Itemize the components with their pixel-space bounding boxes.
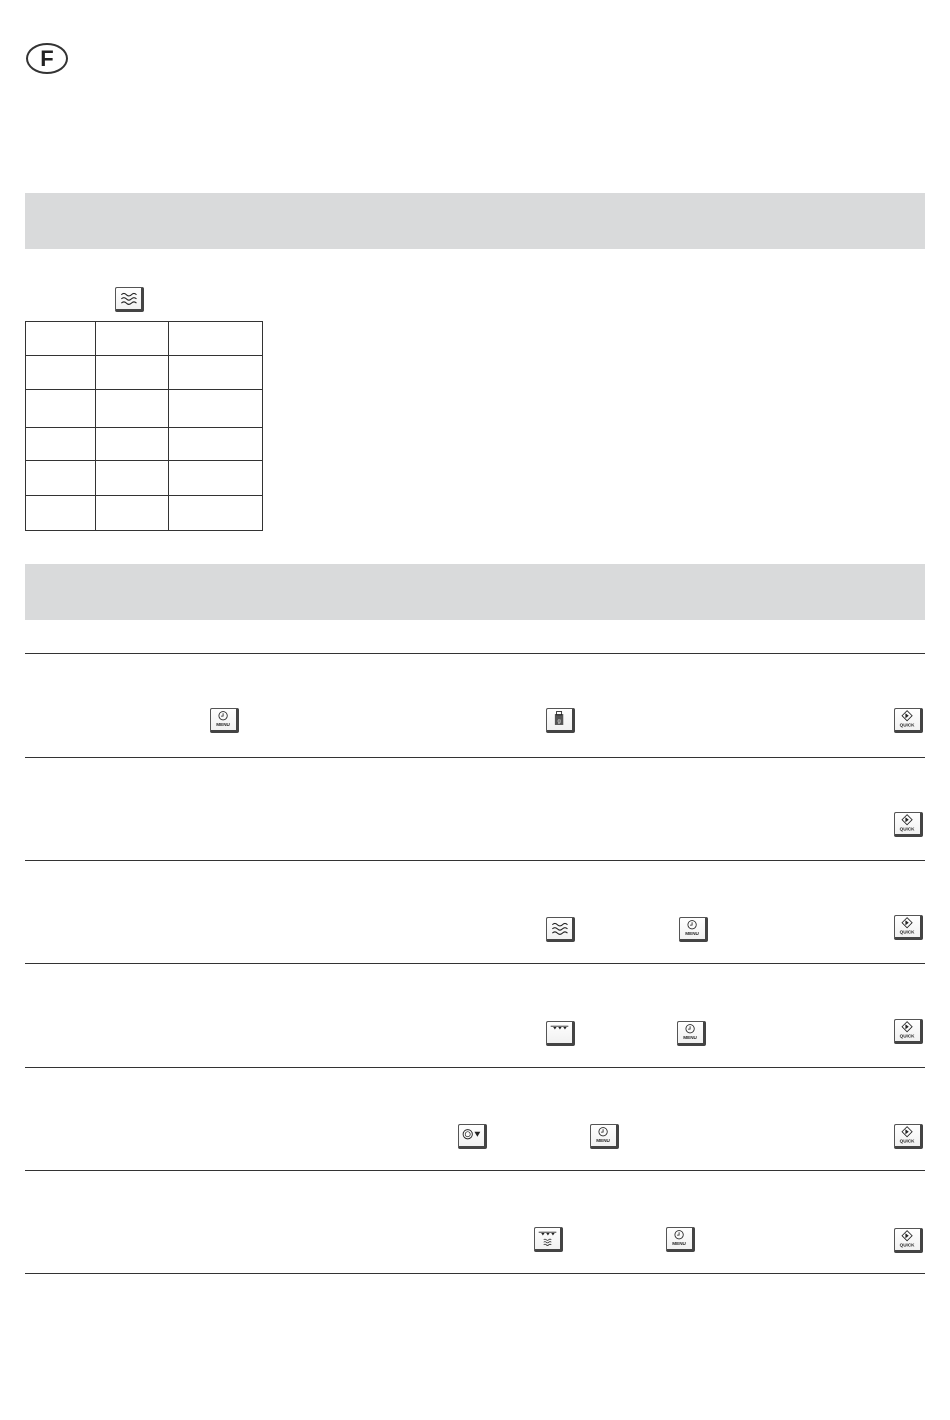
table-row xyxy=(26,356,263,390)
quick-start-icon xyxy=(894,812,923,837)
quick-start-icon xyxy=(894,708,923,733)
grill-microwave-icon xyxy=(534,1227,563,1252)
svg-text:QUICK: QUICK xyxy=(899,722,915,728)
svg-text:QUICK: QUICK xyxy=(899,1242,915,1248)
table-row xyxy=(26,428,263,461)
table-cell xyxy=(96,322,169,356)
table-cell xyxy=(26,461,96,496)
svg-text:QUICK: QUICK xyxy=(899,929,915,935)
menu-clock-icon xyxy=(210,708,239,733)
section-header-band xyxy=(25,564,925,620)
table-cell xyxy=(169,390,263,428)
table-cell xyxy=(26,322,96,356)
quick-start-icon xyxy=(894,1019,923,1044)
table-row xyxy=(26,390,263,428)
microwave-icon xyxy=(546,917,575,942)
table-cell xyxy=(96,461,169,496)
power-table xyxy=(25,321,263,531)
svg-text:QUICK: QUICK xyxy=(899,1033,915,1039)
svg-text:g: g xyxy=(557,718,561,725)
table-row xyxy=(26,322,263,356)
table-cell xyxy=(26,390,96,428)
divider xyxy=(25,1170,925,1171)
table-row xyxy=(26,461,263,496)
svg-text:MENU: MENU xyxy=(216,721,230,727)
divider xyxy=(25,963,925,964)
divider xyxy=(25,1067,925,1068)
table-cell xyxy=(96,428,169,461)
table-row xyxy=(26,496,263,531)
menu-clock-icon xyxy=(666,1227,695,1252)
svg-text:MENU: MENU xyxy=(685,930,699,936)
menu-clock-icon xyxy=(677,1021,706,1046)
svg-text:QUICK: QUICK xyxy=(899,826,915,832)
quick-start-icon xyxy=(894,1228,923,1253)
svg-text:MENU: MENU xyxy=(683,1034,697,1040)
divider xyxy=(25,860,925,861)
divider xyxy=(25,757,925,758)
crisp-dropdown-icon xyxy=(458,1124,487,1149)
table-cell xyxy=(26,496,96,531)
table-cell xyxy=(169,356,263,390)
language-badge: F xyxy=(26,43,68,74)
table-cell xyxy=(96,496,169,531)
table-cell xyxy=(26,428,96,461)
svg-text:MENU: MENU xyxy=(672,1240,686,1246)
section-header-band xyxy=(25,193,925,249)
table-cell xyxy=(169,496,263,531)
quick-start-icon xyxy=(894,915,923,940)
menu-clock-icon xyxy=(590,1124,619,1149)
table-cell xyxy=(96,390,169,428)
table-cell xyxy=(26,356,96,390)
table-cell xyxy=(169,322,263,356)
divider xyxy=(25,653,925,654)
svg-text:QUICK: QUICK xyxy=(899,1138,915,1144)
quick-start-icon xyxy=(894,1124,923,1149)
menu-clock-icon xyxy=(679,917,708,942)
divider xyxy=(25,1273,925,1274)
table-cell xyxy=(169,461,263,496)
table-cell xyxy=(96,356,169,390)
svg-text:MENU: MENU xyxy=(596,1137,610,1143)
weight-icon xyxy=(546,708,575,733)
table-cell xyxy=(169,428,263,461)
microwave-icon xyxy=(115,287,144,312)
grill-icon xyxy=(546,1021,575,1046)
